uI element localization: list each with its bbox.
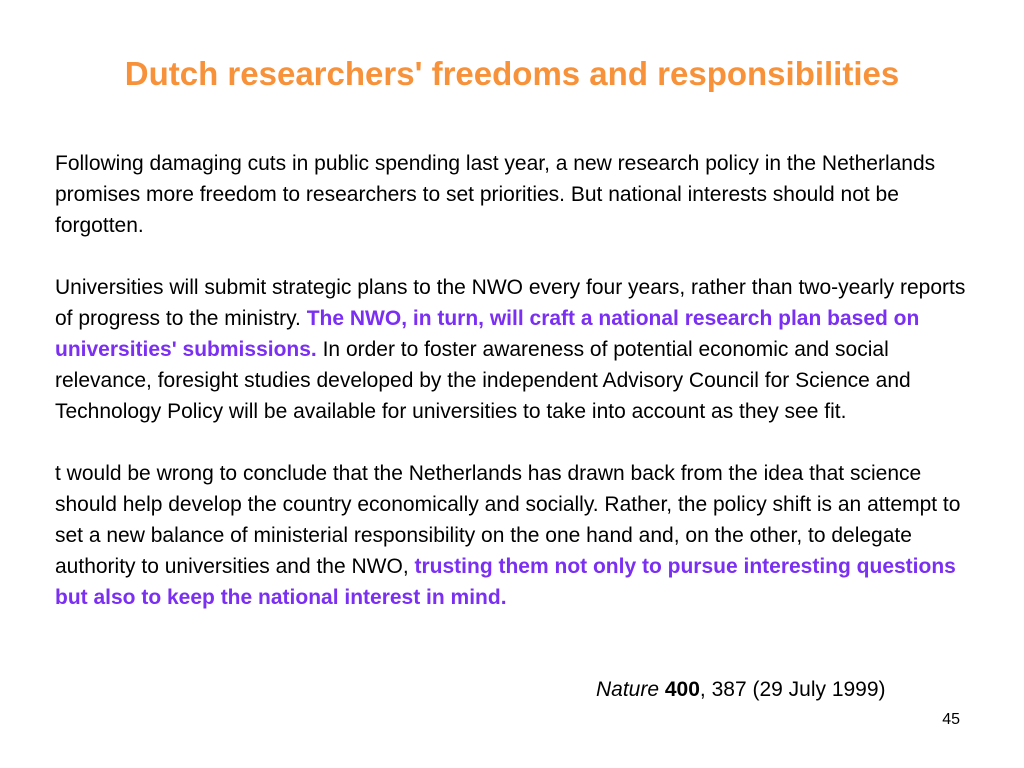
citation — [596, 674, 886, 705]
paragraph-text: In order to foster awareness of potential economic and social relevance, foresight studies developed by the independent Advisory Council for Science and Technology Policy will be available for universities to take into account as they see fit. — [55, 338, 911, 423]
highlighted-text: trusting them not only to pursue interesting questions but also to keep the national interest in mind. — [55, 555, 956, 609]
slide-title: Dutch researchers' freedoms and responsibilities — [124, 55, 900, 92]
citation-details: , 387 (29 July 1999) — [699, 678, 886, 701]
paragraph-text: Following damaging cuts in public spending last year, a new research policy in the Netherlands promises more freedom to researchers to set priorities. But national interests should not be forgotten. — [55, 152, 936, 237]
paragraph-conclusion — [55, 458, 985, 613]
paragraph-text: Universities will submit strategic plans to the NWO every four years, rather than two-yearly reports of progress to the ministry. — [55, 276, 966, 330]
slide-body — [55, 148, 985, 613]
page-number: 45 — [942, 711, 960, 728]
highlighted-text: The NWO, in turn, will craft a national research plan based on universities' submissions. — [55, 307, 920, 361]
citation-volume: 400 — [664, 678, 700, 701]
citation-journal: Nature — [596, 678, 660, 701]
paragraph-text: t would be wrong to conclude that the Netherlands has drawn back from the idea that science should help develop the country economically and socially. Rather, the policy shift is an attempt to set a new balance of ministerial responsibility on the one hand and, on the other, to delegate authority to universities and the NWO, — [55, 462, 961, 578]
paragraph-intro — [55, 148, 985, 241]
paragraph-universities — [55, 272, 985, 427]
